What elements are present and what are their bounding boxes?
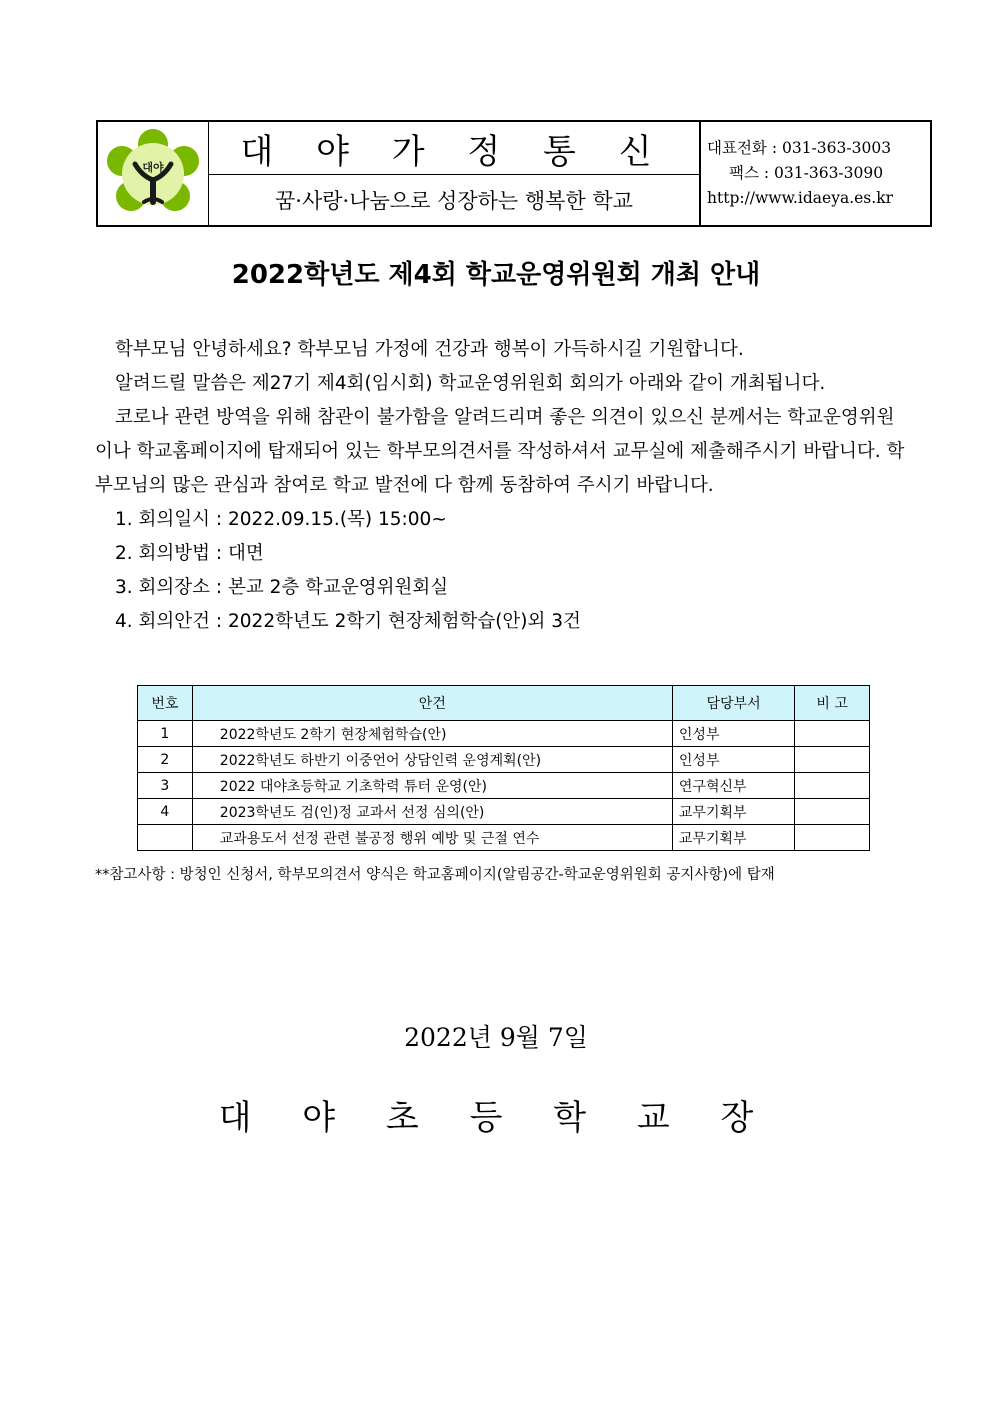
row-remarks [795,747,870,773]
header-department: 담당부서 [672,686,794,721]
row-remarks [795,825,870,851]
row-topic: 2022학년도 2학기 현장체험학습(안) [192,721,672,747]
website-link[interactable]: http://www.idaeya.es.kr [707,189,893,207]
row-department: 교무기획부 [672,799,794,825]
row-number: 1 [138,721,193,747]
reference-note: **참고사항 : 방청인 신청서, 학부모의견서 양식은 학교홈페이지(알림공간-학교운영위원회 공지사항)에 탑재 [95,867,775,883]
row-number [138,825,193,851]
principal-signature: 대 야 초 등 학 교 장 [218,1098,774,1138]
row-topic: 2022 대야초등학교 기초학력 튜터 운영(안) [192,773,672,799]
contact-info [701,122,930,225]
document-date: 2022년 9월 7일 [404,1023,588,1052]
row-topic: 2023학년도 검(인)정 교과서 선정 심의(안) [192,799,672,825]
agenda-table [137,685,870,851]
announcement-paragraph: 알려드릴 말씀은 제27기 제4회(임시회) 학교운영위원회 회의가 아래와 같이 개최됩니다. [115,373,826,394]
meeting-agenda-item: 4. 회의안건 : 2022학년도 2학기 현장체험학습(안)외 3건 [115,611,581,632]
header-remarks: 비 고 [795,686,870,721]
table-row [138,773,870,799]
table-row [138,747,870,773]
meeting-date-item: 1. 회의일시 : 2022.09.15.(목) 15:00~ [115,509,447,530]
row-number: 2 [138,747,193,773]
header-number: 번호 [138,686,193,721]
row-remarks [795,773,870,799]
header-topic: 안건 [192,686,672,721]
notice-paragraph: 코로나 관련 방역을 위해 참관이 불가함을 알려드리며 좋은 의견이 있으신 분께서는 학교운영위원이나 학교홈페이지에 탑재되어 있는 학부모의견서를 작성하셔서 교무실에 제출해주시기 바랍니다. 학부모님의 많은 관심과 참여로 학교 발전에 다 함께 동참하여 주시기 바랍니다. [95,407,905,496]
school-logo-cell [98,122,209,225]
page-title: 2022학년도 제4회 학교운영위원회 개최 안내 [231,260,761,290]
logo-text: 대야 [142,160,164,174]
row-number: 3 [138,773,193,799]
row-department: 교무기획부 [672,825,794,851]
row-department: 인성부 [672,747,794,773]
fax-number: 팩스 : 031-363-3090 [729,164,884,182]
table-row [138,825,870,851]
title-cell [209,122,701,225]
row-remarks [795,799,870,825]
table-row [138,721,870,747]
row-topic: 2022학년도 하반기 이중언어 상담인력 운영계획(안) [192,747,672,773]
newsletter-header [96,120,932,227]
newsletter-title: 대 야 가 정 통 신 [209,122,699,175]
meeting-place-item: 3. 회의장소 : 본교 2층 학교운영위원회실 [115,577,449,598]
row-topic: 교과용도서 선정 관련 불공정 행위 예방 및 근절 연수 [192,825,672,851]
row-number: 4 [138,799,193,825]
phone-number: 대표전화 : 031-363-3003 [707,139,892,157]
greeting-paragraph: 학부모님 안녕하세요? 학부모님 가정에 건강과 행복이 가득하시길 기원합니다. [115,339,744,360]
school-slogan: 꿈·사랑·나눔으로 성장하는 행복한 학교 [275,189,633,213]
row-department: 인성부 [672,721,794,747]
table-header-row [138,686,870,721]
row-remarks [795,721,870,747]
meeting-method-item: 2. 회의방법 : 대면 [115,543,264,564]
table-row [138,799,870,825]
school-logo-icon [104,128,202,220]
letter-body [95,333,907,639]
row-department: 연구혁신부 [672,773,794,799]
